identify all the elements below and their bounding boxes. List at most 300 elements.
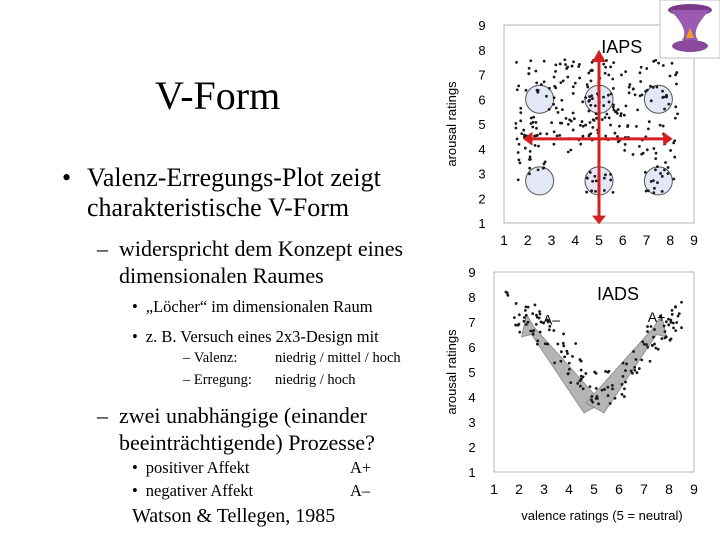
data-point — [589, 385, 592, 388]
data-point — [554, 86, 557, 89]
sub-bullet-1-text: widerspricht dem Konzept eines dimensionalen Raumes — [119, 236, 404, 288]
data-point — [529, 330, 532, 333]
data-point — [675, 83, 678, 86]
data-point — [620, 74, 623, 77]
data-point — [562, 344, 565, 347]
data-point — [591, 69, 594, 72]
data-point — [652, 191, 655, 194]
data-point — [608, 101, 611, 104]
data-point — [673, 156, 676, 159]
data-point — [556, 343, 559, 346]
data-point — [613, 132, 616, 135]
affect-positive-code: A+ — [350, 458, 372, 477]
data-point — [539, 331, 542, 334]
data-point — [554, 70, 557, 73]
data-point — [664, 330, 667, 333]
data-point — [612, 191, 615, 194]
data-point — [630, 370, 633, 373]
data-point — [646, 148, 649, 151]
data-point — [570, 120, 573, 123]
data-point — [665, 94, 668, 97]
level-arousal-value: niedrig / hoch — [275, 372, 356, 388]
data-point — [645, 190, 648, 193]
chart-title: IADS — [596, 284, 640, 304]
data-point — [579, 143, 582, 146]
data-point — [657, 348, 660, 351]
data-point — [602, 104, 605, 107]
data-point — [560, 122, 563, 125]
vase-logo-icon — [660, 0, 720, 58]
data-point — [588, 133, 591, 136]
data-point — [639, 80, 642, 83]
data-point — [535, 127, 538, 130]
data-point — [671, 62, 674, 65]
data-point — [582, 125, 585, 128]
data-point — [535, 323, 538, 326]
x-tick-label: 7 — [642, 232, 651, 248]
data-point — [617, 108, 620, 111]
data-point — [644, 171, 647, 174]
data-point — [552, 103, 555, 106]
y-tick-label: 5 — [478, 117, 486, 132]
data-point — [554, 63, 557, 66]
data-point — [674, 329, 677, 332]
data-point — [609, 402, 612, 405]
data-point — [674, 117, 677, 120]
data-point — [672, 322, 675, 325]
data-point — [622, 375, 625, 378]
data-point — [566, 352, 569, 355]
data-point — [572, 129, 575, 132]
data-point — [623, 395, 626, 398]
x-tick-label: 9 — [690, 481, 698, 497]
data-point — [652, 60, 655, 63]
data-point — [649, 85, 652, 88]
data-point — [537, 168, 540, 171]
affect-negative-label: negativer Affekt — [145, 481, 254, 500]
data-point — [577, 65, 580, 68]
data-point — [635, 125, 638, 128]
level-label: Valenz: — [193, 350, 238, 366]
highlight-circle — [644, 85, 672, 113]
data-point — [667, 323, 670, 326]
bullet-dot: • — [132, 297, 138, 316]
y-tick-label: 2 — [478, 191, 486, 207]
x-axis-label: valence ratings (5 = neutral) — [521, 508, 683, 523]
data-point — [591, 97, 594, 100]
data-point — [646, 325, 649, 328]
data-point — [579, 385, 582, 388]
data-point — [595, 179, 598, 182]
data-point — [618, 125, 621, 128]
data-point — [622, 362, 625, 365]
y-axis-label: arousal ratings — [444, 81, 459, 167]
data-point — [518, 143, 521, 146]
data-point — [562, 333, 565, 336]
data-point — [625, 363, 628, 366]
data-point — [604, 72, 607, 75]
data-point — [595, 112, 598, 115]
data-point — [616, 112, 619, 115]
data-point — [588, 110, 591, 113]
data-point — [656, 165, 659, 168]
data-point — [544, 342, 547, 345]
data-point — [667, 166, 670, 169]
data-point — [572, 85, 575, 88]
data-point — [532, 330, 535, 333]
data-point — [654, 347, 657, 350]
data-point — [573, 117, 576, 120]
x-tick-label: 3 — [547, 232, 556, 248]
data-point — [606, 386, 609, 389]
data-point — [651, 344, 654, 347]
data-point — [595, 372, 598, 375]
y-tick-label: 7 — [468, 315, 476, 330]
data-point — [566, 76, 569, 79]
data-point — [545, 95, 548, 98]
y-tick-label: 6 — [478, 92, 486, 108]
data-point — [528, 67, 531, 70]
data-point — [607, 94, 610, 97]
data-point — [535, 314, 538, 317]
data-point — [553, 130, 556, 133]
data-point — [528, 172, 531, 175]
data-point — [674, 306, 677, 309]
data-point — [591, 180, 594, 183]
data-point — [662, 125, 665, 128]
chart-title: IAPS — [601, 37, 643, 57]
data-point — [579, 124, 582, 127]
data-point — [523, 320, 526, 323]
dash: – — [183, 372, 191, 388]
data-point — [553, 361, 556, 364]
affect-positive-label: positiver Affekt — [145, 458, 250, 477]
data-point — [539, 132, 542, 135]
data-point — [515, 61, 518, 64]
highlight-circle — [526, 167, 554, 195]
level-valence-value: niedrig / mittel / hoch — [275, 350, 401, 366]
data-point — [656, 86, 659, 89]
data-point — [531, 312, 534, 315]
data-point — [667, 103, 670, 106]
data-point — [608, 370, 611, 373]
data-point — [671, 313, 674, 316]
data-point — [674, 105, 677, 108]
data-point — [568, 368, 571, 371]
data-point — [649, 360, 652, 363]
data-point — [540, 83, 543, 86]
data-point — [652, 336, 655, 339]
data-point — [611, 78, 614, 81]
data-point — [642, 152, 645, 155]
data-point — [536, 91, 539, 94]
data-point — [623, 387, 626, 390]
data-point — [624, 70, 627, 73]
y-tick-label: 6 — [468, 340, 476, 355]
y-tick-label: 1 — [478, 216, 486, 231]
data-point — [542, 166, 545, 169]
data-point — [636, 108, 639, 111]
y-tick-label: 1 — [468, 465, 476, 480]
data-point — [562, 80, 565, 83]
data-point — [591, 126, 594, 129]
data-point — [592, 118, 595, 121]
data-point — [535, 121, 538, 124]
data-point — [574, 82, 577, 85]
data-point — [566, 350, 569, 353]
data-point — [605, 113, 608, 116]
data-point — [519, 161, 522, 164]
data-point — [525, 89, 528, 92]
x-tick-label: 7 — [640, 481, 648, 497]
data-point — [664, 336, 667, 339]
data-point — [513, 316, 516, 319]
x-tick-label: 2 — [515, 481, 523, 497]
data-point — [653, 147, 656, 150]
x-tick-label: 9 — [690, 232, 698, 248]
data-point — [610, 93, 613, 96]
data-point — [604, 116, 607, 119]
data-point — [624, 381, 627, 384]
data-point — [680, 301, 683, 304]
data-point — [654, 157, 657, 160]
data-point — [593, 175, 596, 178]
data-point — [571, 355, 574, 358]
data-point — [515, 302, 518, 305]
x-tick-label: 3 — [540, 481, 548, 497]
data-point — [523, 316, 526, 319]
data-point — [663, 108, 666, 111]
data-point — [602, 63, 605, 66]
data-point — [563, 355, 566, 358]
slide-title: V-Form — [155, 73, 281, 118]
data-point — [621, 393, 624, 396]
data-point — [650, 180, 653, 183]
y-axis-label: arousal ratings — [444, 329, 459, 415]
data-point — [517, 85, 520, 88]
data-point — [634, 93, 637, 96]
x-tick-label: 6 — [615, 481, 623, 497]
data-point — [608, 116, 611, 119]
data-point — [589, 104, 592, 107]
data-point — [506, 292, 509, 295]
sub-bullet-2-text: zwei unabhängige (einander beeinträchtigende) Prozesse? — [119, 403, 375, 455]
data-point — [650, 99, 653, 102]
data-point — [572, 60, 575, 63]
data-point — [558, 134, 561, 137]
data-point — [633, 369, 636, 372]
affect-negative-code: A– — [350, 481, 371, 500]
data-point — [590, 395, 593, 398]
data-point — [561, 108, 564, 111]
data-point — [538, 310, 541, 313]
data-point — [624, 369, 627, 372]
data-point — [576, 382, 579, 385]
x-tick-label: 6 — [618, 232, 627, 248]
y-tick-label: 3 — [468, 415, 476, 430]
data-point — [519, 111, 522, 114]
data-point — [612, 87, 615, 90]
data-point — [670, 338, 673, 341]
data-point — [568, 362, 571, 365]
data-point — [514, 324, 517, 327]
data-point — [661, 190, 664, 193]
data-point — [585, 191, 588, 194]
data-point — [548, 108, 551, 111]
data-point — [528, 167, 531, 170]
data-point — [552, 329, 555, 332]
data-point — [527, 321, 530, 324]
data-point — [589, 171, 592, 174]
data-point — [604, 66, 607, 69]
data-point — [590, 399, 593, 402]
data-point — [520, 132, 523, 135]
data-point — [662, 64, 665, 67]
data-point — [595, 387, 598, 390]
data-point — [574, 342, 577, 345]
data-point — [559, 360, 562, 363]
data-point — [609, 65, 612, 68]
x-tick-label: 1 — [500, 232, 508, 248]
data-point — [628, 86, 631, 89]
data-point — [567, 123, 570, 126]
data-point — [609, 179, 612, 182]
data-point — [536, 134, 539, 137]
dash: – — [97, 236, 108, 261]
data-point — [595, 117, 598, 120]
data-point — [663, 168, 666, 171]
data-point — [657, 62, 660, 65]
data-point — [629, 83, 632, 86]
data-point — [624, 143, 627, 146]
data-point — [586, 176, 589, 179]
data-point — [645, 67, 648, 70]
y-tick-label: 7 — [478, 67, 486, 83]
data-point — [569, 381, 572, 384]
y-tick-label: 8 — [468, 290, 476, 305]
data-point — [664, 161, 667, 164]
data-point — [597, 402, 600, 405]
data-point — [532, 333, 535, 336]
data-point — [572, 92, 575, 95]
data-point — [572, 112, 575, 115]
data-point — [603, 177, 606, 180]
arrow-label-negative: A– — [542, 311, 561, 328]
data-point — [659, 172, 662, 175]
dash: – — [183, 350, 191, 366]
data-point — [518, 313, 521, 316]
data-point — [678, 312, 681, 315]
data-point — [628, 91, 631, 94]
data-point — [601, 389, 604, 392]
data-point — [533, 135, 536, 138]
data-point — [564, 63, 567, 66]
data-point — [650, 325, 653, 328]
data-point — [548, 328, 551, 331]
data-point — [524, 309, 527, 312]
data-point — [604, 135, 607, 138]
data-point — [627, 124, 630, 127]
data-point — [530, 122, 533, 125]
data-point — [623, 149, 626, 152]
y-tick-label: 9 — [468, 265, 476, 280]
data-point — [612, 103, 615, 106]
data-point — [531, 126, 534, 129]
data-point — [582, 375, 585, 378]
data-point — [582, 387, 585, 390]
data-point — [641, 340, 644, 343]
data-point — [635, 358, 638, 361]
data-point — [579, 358, 582, 361]
data-point — [581, 120, 584, 123]
data-point — [652, 86, 655, 89]
y-tick-label: 4 — [468, 390, 476, 405]
x-tick-label: 5 — [590, 481, 598, 497]
data-point — [672, 141, 675, 144]
data-point — [647, 127, 650, 130]
data-point — [535, 82, 538, 85]
data-point — [539, 313, 542, 316]
data-point — [514, 122, 517, 125]
data-point — [646, 346, 649, 349]
data-point — [519, 119, 522, 122]
data-point — [604, 173, 607, 176]
data-point — [625, 104, 628, 107]
data-point — [632, 88, 635, 91]
data-point — [519, 107, 522, 110]
x-tick-label: 4 — [565, 481, 573, 497]
arrow-label-positive: A+ — [647, 309, 666, 325]
y-tick-label: 4 — [478, 141, 486, 157]
bullet-dot: • — [132, 327, 138, 346]
y-tick-label: 8 — [478, 42, 486, 58]
data-point — [672, 178, 675, 181]
data-point — [528, 158, 531, 161]
data-point — [565, 117, 568, 120]
data-point — [654, 168, 657, 171]
data-point — [638, 145, 641, 148]
data-point — [602, 96, 605, 99]
data-point — [563, 58, 566, 61]
data-point — [648, 120, 651, 123]
data-point — [529, 156, 532, 159]
data-point — [534, 144, 537, 147]
x-tick-label: 8 — [665, 481, 673, 497]
data-point — [680, 326, 683, 329]
data-point — [677, 315, 680, 318]
data-point — [567, 373, 570, 376]
data-point — [632, 350, 635, 353]
data-point — [560, 99, 563, 102]
data-point — [640, 358, 643, 361]
data-point — [566, 66, 569, 69]
data-point — [527, 72, 530, 75]
bullet-main-text: Valenz-Erregungs-Plot zeigt charakteristische V-Form — [87, 163, 381, 222]
dash: – — [97, 403, 108, 428]
data-point — [557, 111, 560, 114]
data-point — [601, 118, 604, 121]
data-point — [604, 370, 607, 373]
data-point — [612, 61, 615, 64]
data-point — [516, 137, 519, 140]
data-point — [614, 397, 617, 400]
data-point — [534, 70, 537, 73]
data-point — [595, 397, 598, 400]
data-point — [659, 124, 662, 127]
data-point — [536, 339, 539, 342]
data-point — [584, 372, 587, 375]
data-point — [543, 60, 546, 63]
